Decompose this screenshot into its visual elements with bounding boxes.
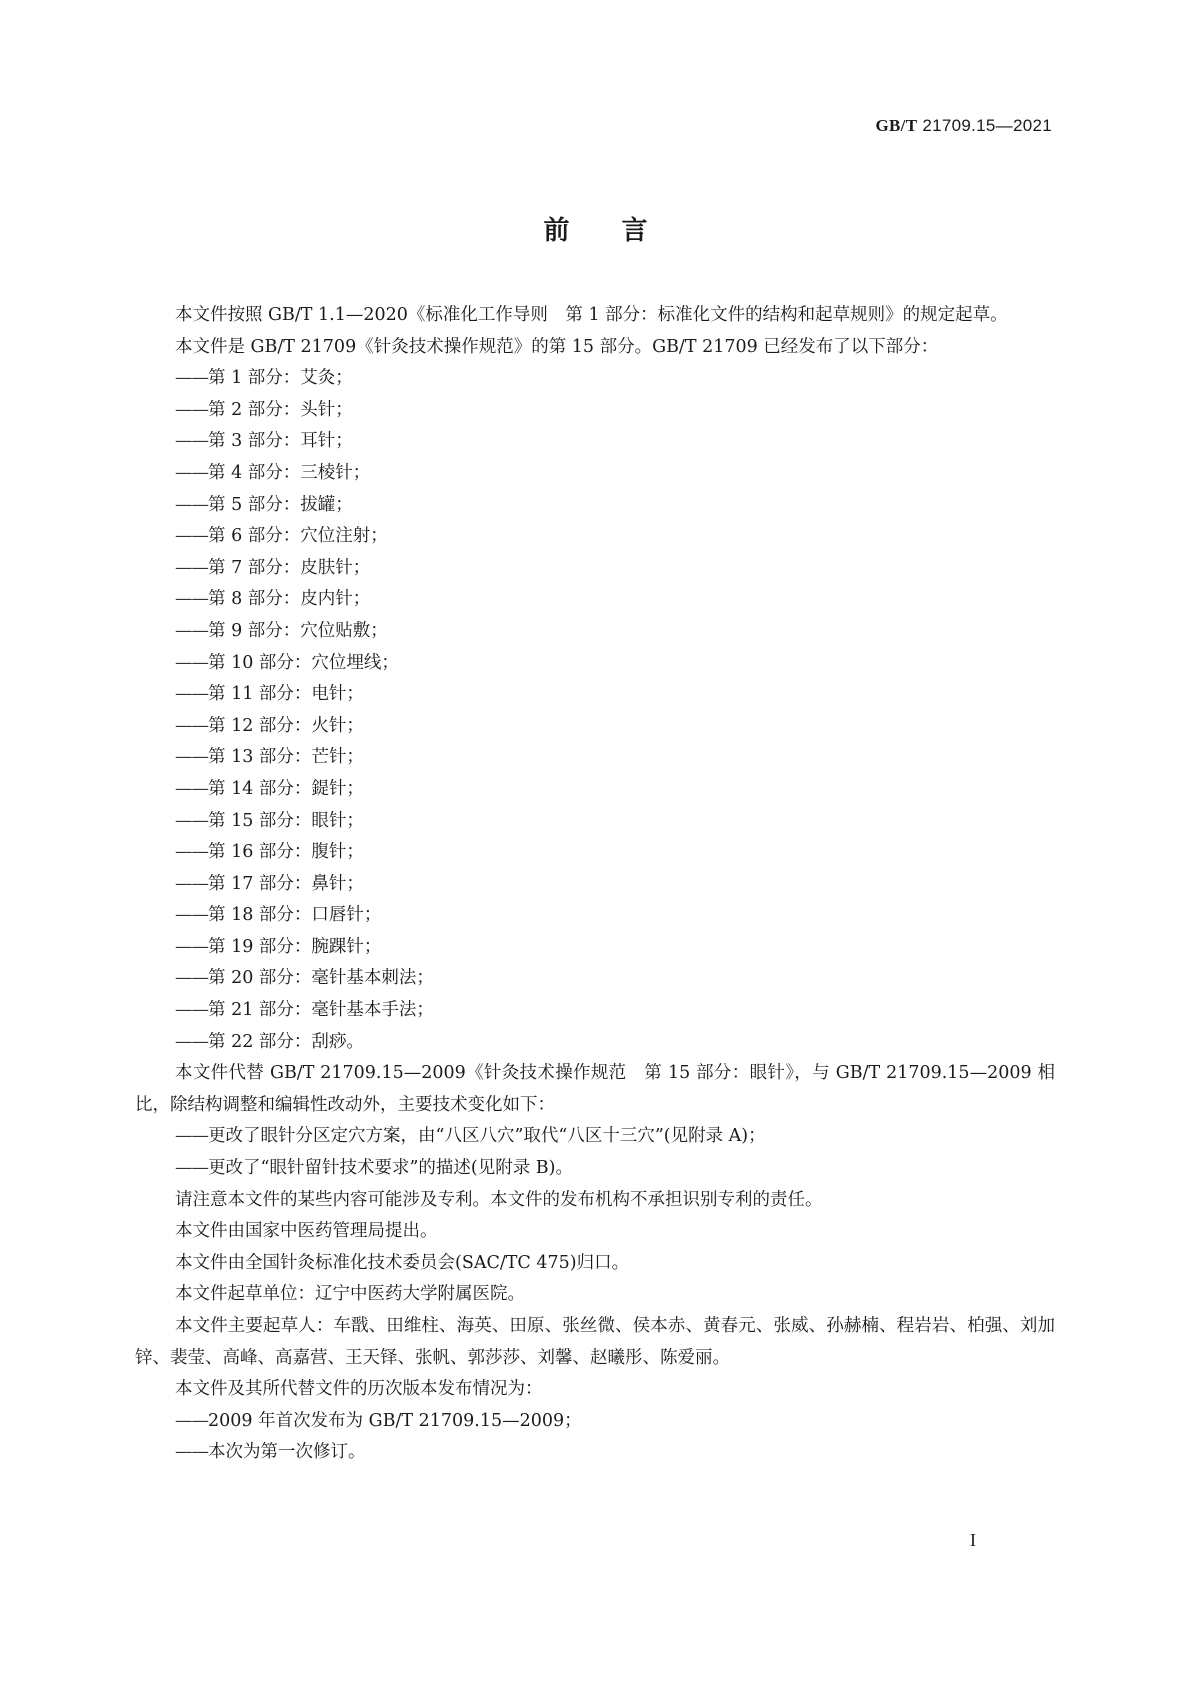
standard-prefix: GB/T [875, 116, 918, 135]
list-item: ——第 16 部分：腹针； [175, 842, 364, 863]
list-item: ——第 4 部分：三棱针； [175, 462, 371, 483]
list-item: ——第 19 部分：腕踝针； [175, 936, 382, 957]
list-item: ——第 14 部分：鍉针； [175, 778, 364, 799]
paragraph-committee: 本文件由全国针灸标准化技术委员会(SAC/TC 475)归口。 [175, 1252, 630, 1273]
list-item: ——本次为第一次修订。 [175, 1442, 366, 1463]
list-item: ——第 20 部分：毫针基本刺法； [175, 968, 434, 989]
list-item: ——第 21 部分：毫针基本手法； [175, 1000, 434, 1021]
list-item: ——2009 年首次发布为 GB/T 21709.15—2009； [175, 1410, 582, 1431]
list-item: ——第 7 部分：皮肤针； [175, 557, 371, 578]
paragraph-patent-notice: 请注意本文件的某些内容可能涉及专利。本文件的发布机构不承担识别专利的责任。 [175, 1189, 823, 1210]
standard-number: 21709.15—2021 [922, 116, 1052, 135]
page-title: 前言 [543, 216, 700, 246]
list-item: ——第 6 部分：穴位注射； [175, 526, 388, 547]
paragraph-proposer: 本文件由国家中医药管理局提出。 [175, 1221, 438, 1242]
list-item: ——第 18 部分：口唇针； [175, 905, 382, 926]
list-item: ——第 9 部分：穴位贴敷； [175, 620, 388, 641]
paragraph-series-info: 本文件是 GB/T 21709《针灸技术操作规范》的第 15 部分。GB/T 21709 已经发布了以下部分： [175, 336, 939, 357]
list-item: ——第 10 部分：穴位埋线； [175, 652, 399, 673]
list-item: ——第 11 部分：电针； [175, 684, 364, 705]
parts-list [135, 363, 1055, 1058]
list-item: ——更改了“眼针留针技术要求”的描述(见附录 B)。 [175, 1158, 573, 1179]
paragraph-history-intro: 本文件及其所代替文件的历次版本发布情况为： [175, 1379, 543, 1400]
list-item: ——第 15 部分：眼针； [175, 810, 364, 831]
foreword-body [135, 300, 1055, 1469]
list-item: ——第 13 部分：芒针； [175, 747, 364, 768]
paragraph-drafting-rules: 本文件按照 GB/T 1.1—2020《标准化工作导则 第 1 部分：标准化文件的结构和起草规则》的规定起草。 [175, 305, 1008, 325]
list-item: ——更改了眼针分区定穴方案，由“八区八穴”取代“八区十三穴”(见附录 A)； [175, 1126, 766, 1147]
page-number: I [970, 1530, 976, 1550]
paragraph-replacement: 本文件代替 GB/T 21709.15—2009《针灸技术操作规范 第 15 部分：眼针》，与 GB/T 21709.15—2009 相比，除结构调整和编辑性改动外，主要技术变化如下： [135, 1063, 1055, 1115]
list-item: ——第 5 部分：拔罐； [175, 494, 353, 515]
list-item: ——第 2 部分：头针； [175, 399, 353, 420]
list-item: ——第 17 部分：鼻针； [175, 873, 364, 894]
paragraph-drafting-unit: 本文件起草单位：辽宁中医药大学附属医院。 [175, 1284, 525, 1305]
standard-number-header [876, 116, 1052, 136]
list-item: ——第 12 部分：火针； [175, 715, 364, 736]
list-item: ——第 3 部分：耳针； [175, 431, 353, 452]
history-list [135, 1406, 1055, 1469]
list-item: ——第 1 部分：艾灸； [175, 368, 353, 389]
changes-list [135, 1121, 1055, 1184]
list-item: ——第 22 部分：刮痧。 [175, 1031, 364, 1052]
paragraph-drafters: 本文件主要起草人：车戬、田维柱、海英、田原、张丝微、侯本赤、黄春元、张威、孙赫楠、程岩岩、柏强、刘加锌、裴莹、高峰、高嘉营、王天铎、张帆、郭莎莎、刘馨、赵曦彤、陈爱丽。 [135, 1316, 1055, 1368]
list-item: ——第 8 部分：皮内针； [175, 589, 371, 610]
